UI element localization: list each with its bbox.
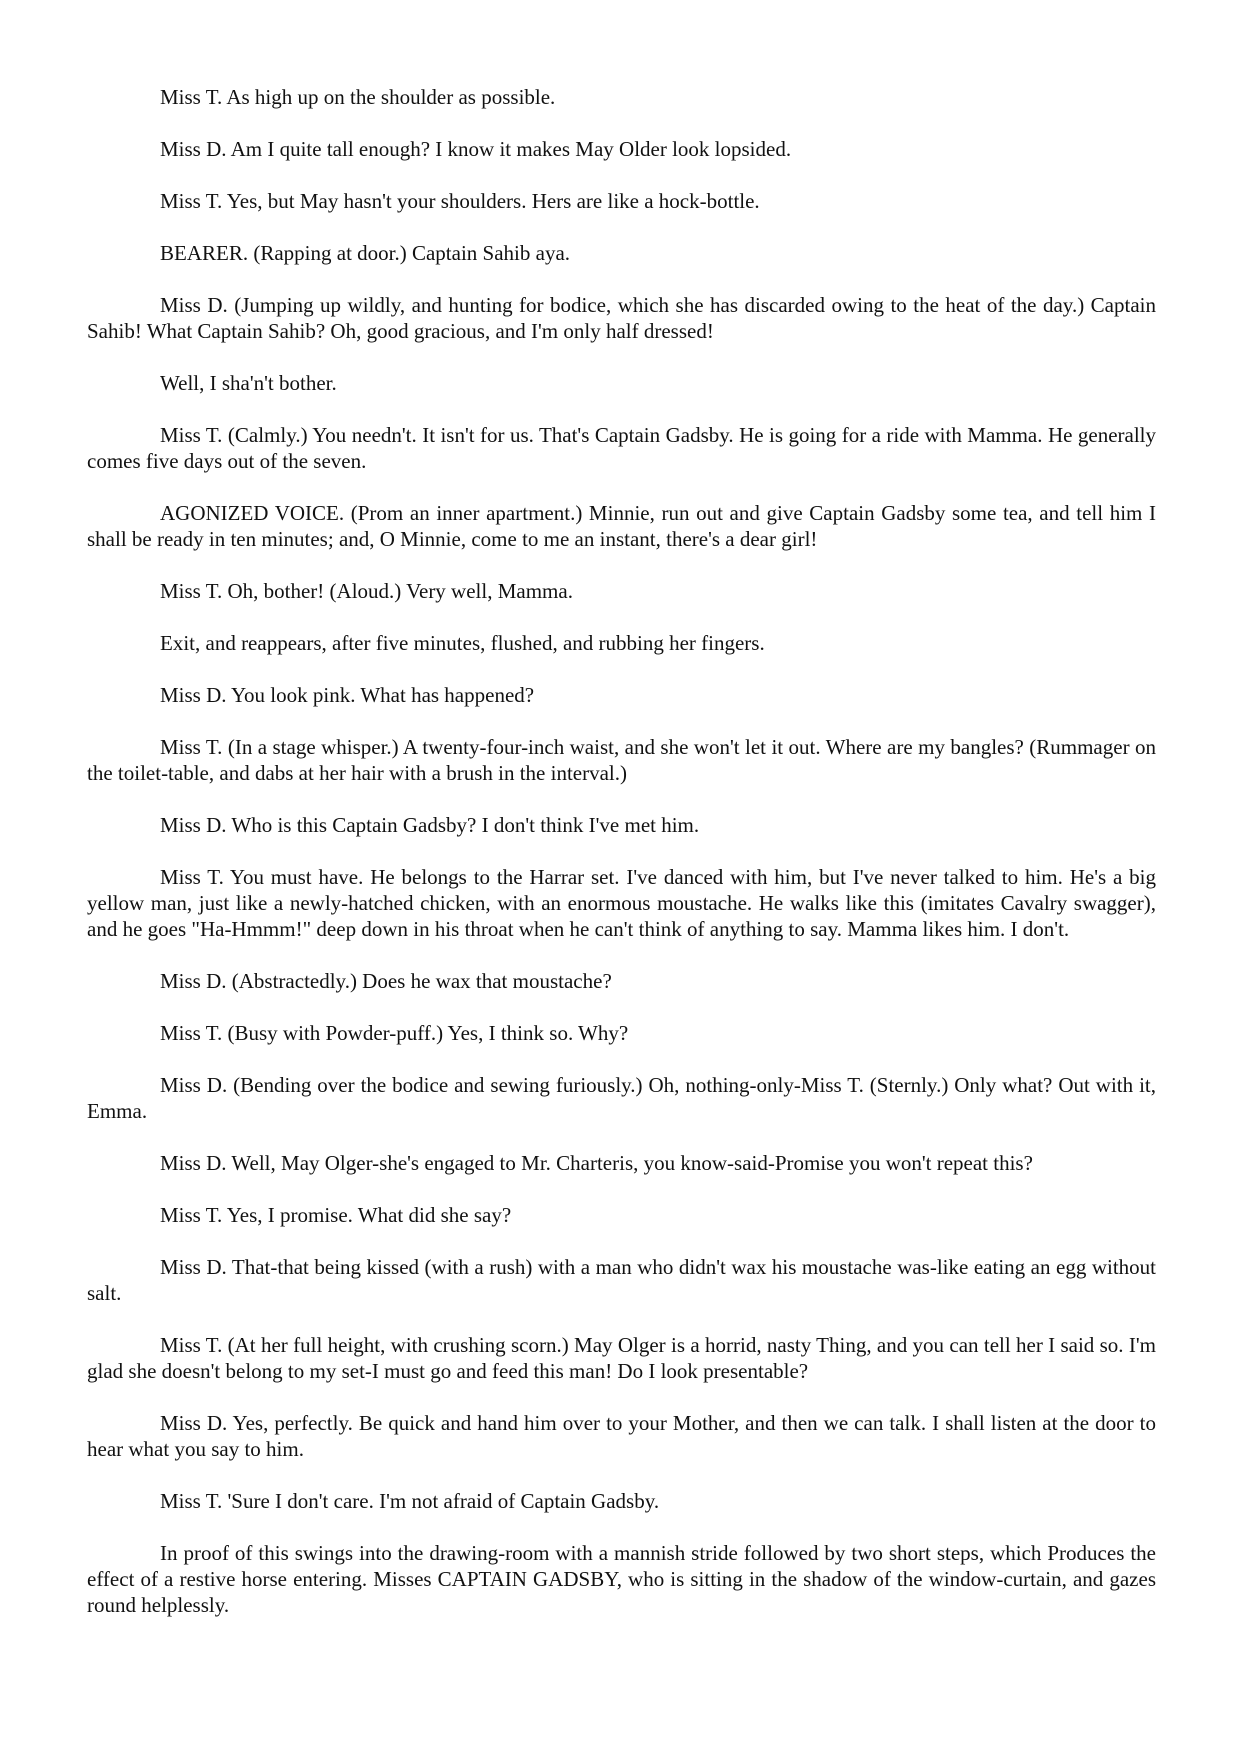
paragraph: Well, I sha'n't bother.: [160, 371, 337, 395]
paragraph: Exit, and reappears, after five minutes, flushed, and rubbing her fingers.: [160, 631, 765, 655]
paragraph: Miss D. (Jumping up wildly, and hunting for bodice, which she has discarded owing to the heat of the day.) Captain Sahib! What Captain Sahib? Oh, good gracious, and I'm only half dressed!: [87, 293, 1156, 343]
paragraph: Miss T. Oh, bother! (Aloud.) Very well, Mamma.: [160, 579, 573, 603]
paragraph: Miss D. Am I quite tall enough? I know it makes May Older look lopsided.: [160, 137, 792, 161]
paragraph: Miss D. (Bending over the bodice and sewing furiously.) Oh, nothing-only-Miss T. (Sternly.) Only what? Out with it, Emma.: [87, 1073, 1156, 1123]
paragraph: Miss T. As high up on the shoulder as possible.: [160, 85, 556, 109]
paragraph: In proof of this swings into the drawing-room with a mannish stride followed by two short steps, which Produces the effect of a restive horse entering. Misses CAPTAIN GADSBY, who is sitting in the shadow of the window-curtain, and gazes round helplessly.: [87, 1541, 1156, 1617]
paragraph: Miss T. (Calmly.) You needn't. It isn't for us. That's Captain Gadsby. He is going for a ride with Mamma. He generally comes five days out of the seven.: [87, 423, 1156, 473]
paragraph: Miss D. Who is this Captain Gadsby? I don't think I've met him.: [160, 813, 700, 837]
paragraph: Miss D. Well, May Olger-she's engaged to Mr. Charteris, you know-said-Promise you won't repeat this?: [160, 1151, 1033, 1175]
paragraph: Miss T. Yes, I promise. What did she say?: [160, 1203, 512, 1227]
paragraph: Miss T. Yes, but May hasn't your shoulders. Hers are like a hock-bottle.: [160, 189, 760, 213]
paragraph: Miss D. (Abstractedly.) Does he wax that moustache?: [160, 969, 612, 993]
paragraph: Miss D. That-that being kissed (with a rush) with a man who didn't wax his moustache was-like eating an egg without salt.: [87, 1255, 1156, 1305]
paragraph: Miss T. (Busy with Powder-puff.) Yes, I think so. Why?: [160, 1021, 629, 1045]
paragraph: AGONIZED VOICE. (Prom an inner apartment.) Minnie, run out and give Captain Gadsby some tea, and tell him I shall be ready in ten minutes; and, O Minnie, come to me an instant, there's a dear girl!: [87, 501, 1156, 551]
paragraph: Miss T. (In a stage whisper.) A twenty-four-inch waist, and she won't let it out. Where are my bangles? (Rummager on the toilet-table, and dabs at her hair with a brush in the interval.): [87, 735, 1156, 785]
paragraph: Miss D. You look pink. What has happened?: [160, 683, 535, 707]
paragraph: Miss T. 'Sure I don't care. I'm not afraid of Captain Gadsby.: [160, 1489, 660, 1513]
paragraph: Miss D. Yes, perfectly. Be quick and hand him over to your Mother, and then we can talk. I shall listen at the door to hear what you say to him.: [87, 1411, 1156, 1461]
paragraph: BEARER. (Rapping at door.) Captain Sahib aya.: [160, 241, 571, 265]
paragraph: Miss T. (At her full height, with crushing scorn.) May Olger is a horrid, nasty Thing, and you can tell her I said so. I'm glad she doesn't belong to my set-I must go and feed this man! Do I look presentable?: [87, 1333, 1156, 1383]
paragraph: Miss T. You must have. He belongs to the Harrar set. I've danced with him, but I've never talked to him. He's a big yellow man, just like a newly-hatched chicken, with an enormous moustache. He walks like this (imitates Cavalry swagger), and he goes "Ha-Hmmm!" deep down in his throat when he can't think of anything to say. Mamma likes him. I don't.: [87, 865, 1156, 941]
